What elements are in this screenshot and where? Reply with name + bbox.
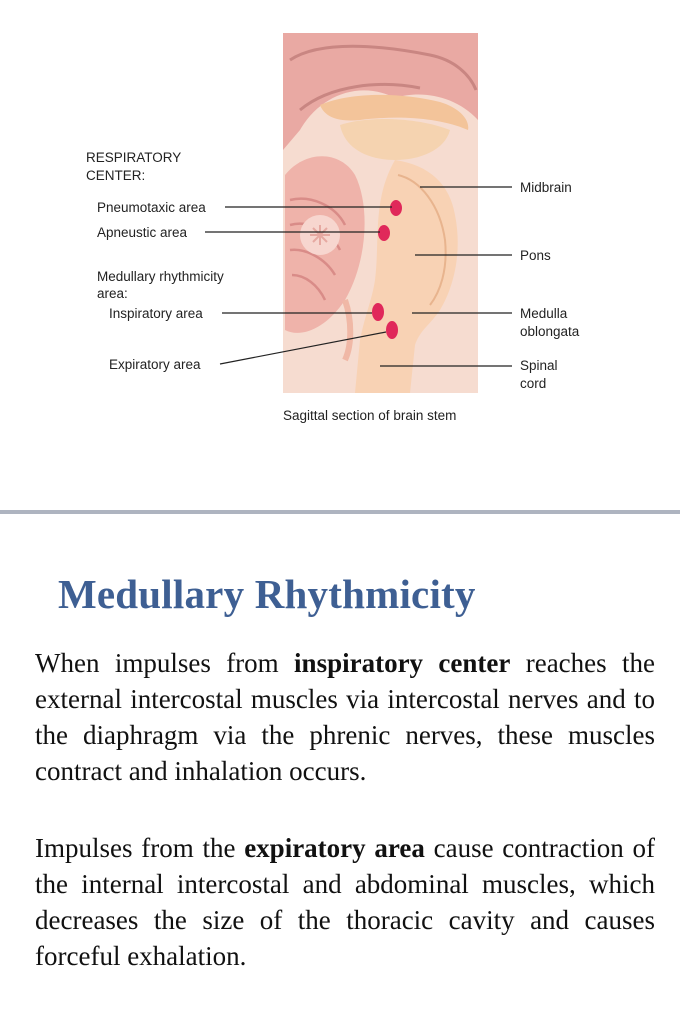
brainstem-illustration	[0, 0, 680, 500]
label-medullary-rhythmicity-2: area:	[97, 286, 128, 301]
p1-bold-term: inspiratory center	[294, 648, 511, 678]
p2-bold-term: expiratory area	[244, 833, 425, 863]
label-medulla: Medulla	[520, 306, 568, 321]
paragraph-inspiration	[35, 645, 655, 789]
label-inspiratory-area: Inspiratory area	[109, 306, 203, 321]
p2-text-before: Impulses from the	[35, 833, 245, 863]
figure-caption: Sagittal section of brain stem	[283, 408, 457, 423]
section-title: Medullary Rhythmicity	[58, 571, 476, 617]
label-medullary-rhythmicity: Medullary rhythmicity	[97, 269, 224, 284]
label-medulla-2: oblongata	[520, 324, 580, 339]
p1-text-before: When impulses from	[35, 648, 295, 678]
label-spinal-cord-2: cord	[520, 376, 547, 391]
p1-text-after: reaches the external intercostal muscles via intercostal nerves and to the diaphragm via the phrenic nerves, these muscles contract and inhalation occurs.	[35, 648, 655, 786]
p2-text-after: cause contraction of the internal intercostal and abdominal muscles, which decreases the size of the thoracic cavity and causes forceful exhalation.	[35, 833, 655, 971]
label-spinal-cord: Spinal	[520, 358, 558, 373]
label-pneumotaxic-area: Pneumotaxic area	[97, 200, 206, 215]
label-midbrain: Midbrain	[520, 180, 572, 195]
label-respiratory-center: RESPIRATORY	[86, 150, 182, 165]
paragraph-expiration	[35, 830, 655, 974]
label-pons: Pons	[520, 248, 551, 263]
label-expiratory-area: Expiratory area	[109, 357, 201, 372]
label-apneustic-area: Apneustic area	[97, 225, 188, 240]
label-respiratory-center-2: CENTER:	[86, 168, 146, 183]
section-divider	[0, 510, 680, 514]
